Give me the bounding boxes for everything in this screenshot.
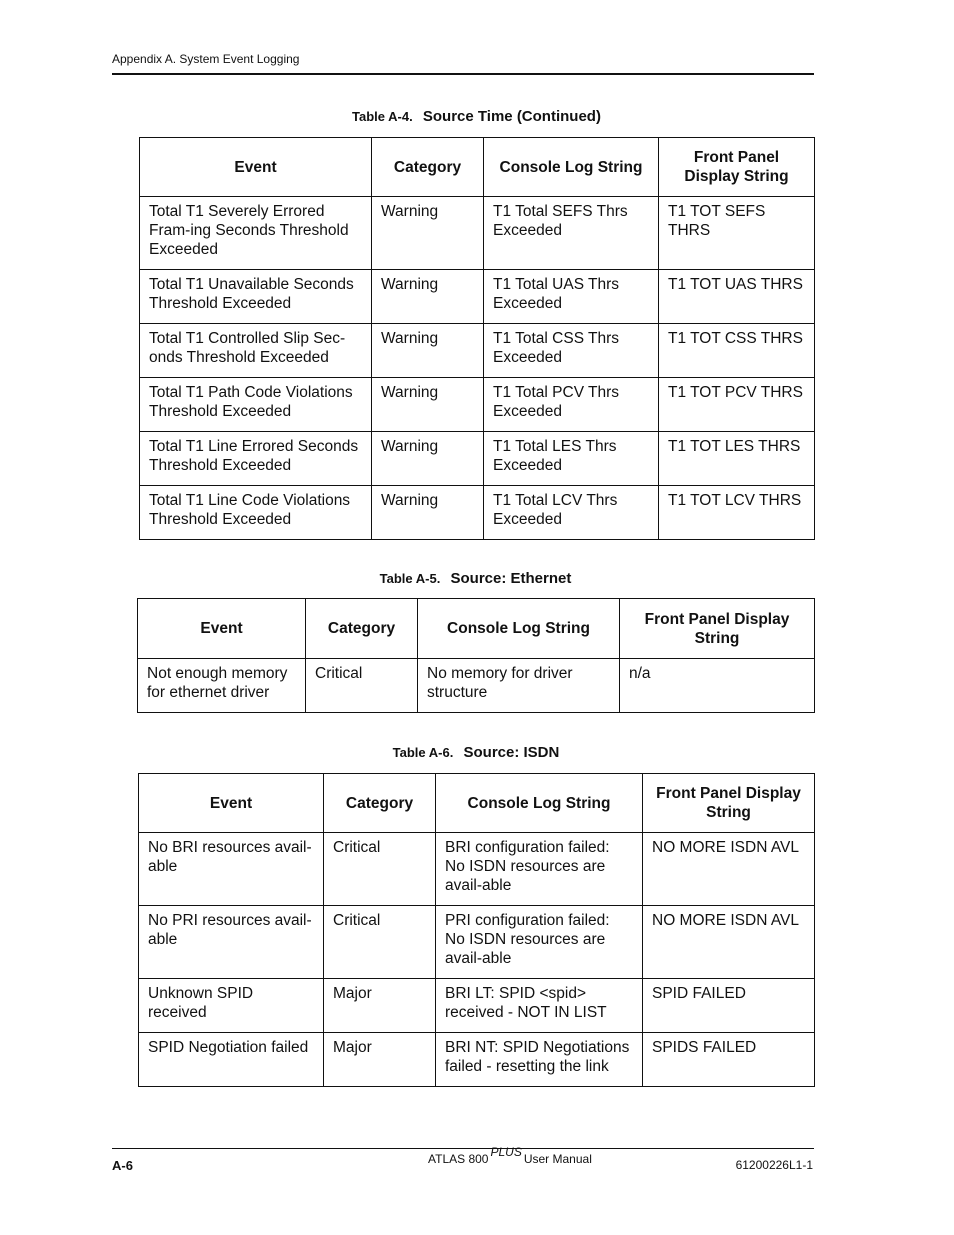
column-header: Console Log String [418, 599, 620, 659]
table-cell: Warning [372, 324, 484, 378]
table-cell: Warning [372, 432, 484, 486]
table-cell: Unknown SPID received [139, 979, 324, 1033]
table-a4-caption [139, 108, 814, 125]
table-title: Source: Ethernet [450, 570, 572, 587]
table-row [140, 270, 815, 324]
table-cell: BRI configuration failed: No ISDN resources are avail-able [436, 833, 643, 906]
table-row [139, 906, 815, 979]
table-row [140, 432, 815, 486]
table-cell: T1 Total LCV Thrs Exceeded [484, 486, 659, 540]
table-cell: T1 TOT PCV THRS [659, 378, 815, 432]
column-header: Category [306, 599, 418, 659]
footer-rule [112, 1148, 814, 1149]
table-cell: Total T1 Line Code Violations Threshold Exceeded [140, 486, 372, 540]
table-cell: Warning [372, 270, 484, 324]
column-header: Event [139, 774, 324, 833]
table-cell: BRI NT: SPID Negotiations failed - resetting the link [436, 1033, 643, 1087]
table-cell: SPIDS FAILED [643, 1033, 815, 1087]
table-row [140, 197, 815, 270]
table-row [138, 659, 815, 713]
product-superscript: PLUS [490, 1145, 522, 1159]
table-row [140, 486, 815, 540]
table-cell: Major [324, 979, 436, 1033]
table-cell: T1 Total SEFS Thrs Exceeded [484, 197, 659, 270]
table-label: Table A-6. [392, 745, 454, 760]
table-row [139, 833, 815, 906]
table-a6 [138, 773, 815, 1087]
manual-suffix: User Manual [523, 1152, 592, 1166]
table-cell: Warning [372, 197, 484, 270]
table-cell: Warning [372, 486, 484, 540]
table-cell: SPID Negotiation failed [139, 1033, 324, 1087]
table-a4 [139, 137, 815, 540]
table-cell: T1 Total PCV Thrs Exceeded [484, 378, 659, 432]
column-header: Category [324, 774, 436, 833]
column-header: Console Log String [436, 774, 643, 833]
table-cell: T1 Total CSS Thrs Exceeded [484, 324, 659, 378]
table-cell: T1 TOT UAS THRS [659, 270, 815, 324]
table-cell: No BRI resources avail-able [139, 833, 324, 906]
running-header: Appendix A. System Event Logging [112, 52, 300, 66]
column-header: Front Panel Display String [620, 599, 815, 659]
manual-title [428, 1145, 592, 1166]
table-cell: T1 TOT SEFS THRS [659, 197, 815, 270]
column-header: Front Panel Display String [659, 138, 815, 197]
table-cell: Critical [306, 659, 418, 713]
header-rule [112, 73, 814, 75]
table-title: Source Time (Continued) [422, 108, 601, 125]
table-cell: Total T1 Severely Errored Fram-ing Seconds Threshold Exceeded [140, 197, 372, 270]
column-header: Category [372, 138, 484, 197]
table-a6-caption [138, 744, 814, 761]
product-name: ATLAS 800 [428, 1152, 489, 1166]
table-title: Source: ISDN [463, 744, 560, 761]
column-header: Console Log String [484, 138, 659, 197]
table-cell: Not enough memory for ethernet driver [138, 659, 306, 713]
table-cell: Major [324, 1033, 436, 1087]
table-cell: Total T1 Line Errored Seconds Threshold Exceeded [140, 432, 372, 486]
table-cell: Critical [324, 833, 436, 906]
table-cell: T1 Total LES Thrs Exceeded [484, 432, 659, 486]
column-header: Front Panel Display String [643, 774, 815, 833]
table-cell: Total T1 Controlled Slip Sec-onds Threshold Exceeded [140, 324, 372, 378]
table-row [140, 324, 815, 378]
table-cell: Critical [324, 906, 436, 979]
table-cell: No PRI resources avail-able [139, 906, 324, 979]
table-cell: NO MORE ISDN AVL [643, 833, 815, 906]
table-row [139, 1033, 815, 1087]
column-header: Event [138, 599, 306, 659]
table-row [139, 979, 815, 1033]
page-number: A-6 [112, 1158, 133, 1173]
table-cell: NO MORE ISDN AVL [643, 906, 815, 979]
table-cell: No memory for driver structure [418, 659, 620, 713]
table-a5 [137, 598, 815, 713]
document-number: 61200226L1-1 [735, 1158, 813, 1172]
table-cell: BRI LT: SPID <spid> received - NOT IN LIST [436, 979, 643, 1033]
table-label: Table A-5. [379, 571, 441, 586]
table-row [140, 378, 815, 432]
table-label: Table A-4. [352, 109, 413, 124]
table-cell: T1 TOT LES THRS [659, 432, 815, 486]
table-cell: Total T1 Path Code Violations Threshold Exceeded [140, 378, 372, 432]
table-cell: T1 TOT LCV THRS [659, 486, 815, 540]
table-cell: PRI configuration failed: No ISDN resources are avail-able [436, 906, 643, 979]
table-cell: Total T1 Unavailable Seconds Threshold Exceeded [140, 270, 372, 324]
table-cell: T1 Total UAS Thrs Exceeded [484, 270, 659, 324]
table-cell: SPID FAILED [643, 979, 815, 1033]
table-a5-caption [137, 570, 814, 587]
column-header: Event [140, 138, 372, 197]
table-cell: Warning [372, 378, 484, 432]
table-cell: n/a [620, 659, 815, 713]
table-cell: T1 TOT CSS THRS [659, 324, 815, 378]
